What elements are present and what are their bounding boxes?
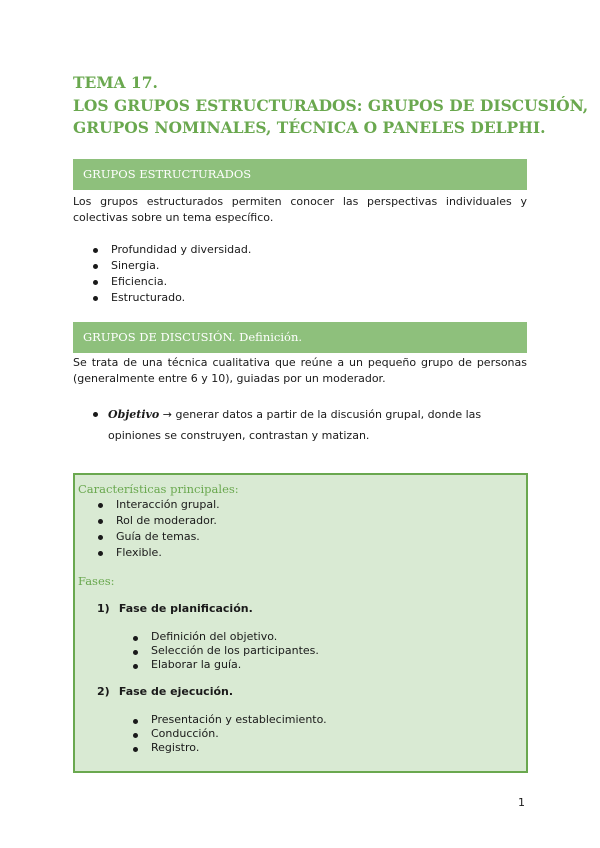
list-item: Sinergia. bbox=[91, 258, 251, 274]
phase-1-label: Fase de planificación. bbox=[118, 602, 253, 615]
title-line-3: GRUPOS NOMINALES, TÉCNICA O PANELES DELPHI. bbox=[73, 118, 546, 137]
title-line-2: LOS GRUPOS ESTRUCTURADOS: GRUPOS DE DISCUSIÓN, bbox=[73, 95, 589, 115]
objective-item bbox=[91, 404, 527, 446]
list-item: Profundidad y diversidad. bbox=[91, 242, 251, 258]
characteristics-heading: Características principales: bbox=[78, 482, 239, 496]
section1-paragraph: Los grupos estructurados permiten conocer las perspectivas individuales y colectivas sobre un tema específico. bbox=[73, 195, 527, 224]
list-item: Selección de los participantes. bbox=[131, 644, 319, 658]
document-title bbox=[73, 72, 589, 140]
summary-box bbox=[73, 473, 528, 773]
list-item: Estructurado. bbox=[91, 290, 251, 306]
phase-2-title bbox=[97, 685, 233, 698]
phase-2-number: 2) bbox=[97, 685, 110, 698]
list-item: Flexible. bbox=[96, 545, 220, 561]
list-item: Eficiencia. bbox=[91, 274, 251, 290]
section2-paragraph: Se trata de una técnica cualitativa que reúne a un pequeño grupo de personas (generalmente entre 6 y 10), guiadas por un moderador. bbox=[73, 356, 527, 385]
bullet-dot bbox=[93, 412, 98, 417]
phase-1-list bbox=[131, 630, 319, 672]
list-item: Elaborar la guía. bbox=[131, 658, 319, 672]
list-item: Conducción. bbox=[131, 727, 327, 741]
section-heading-grupos-discusion: GRUPOS DE DISCUSIÓN. Definición. bbox=[73, 322, 527, 353]
phase-2-list bbox=[131, 713, 327, 755]
title-line-1: TEMA 17. bbox=[73, 73, 158, 92]
page-number: 1 bbox=[518, 796, 525, 809]
objective-text: → generar datos a partir de la discusión grupal, donde las opiniones se construyen, contrastan y matizan. bbox=[108, 408, 482, 442]
list-item: Definición del objetivo. bbox=[131, 630, 319, 644]
phase-2-label: Fase de ejecución. bbox=[118, 685, 234, 698]
list-item: Presentación y establecimiento. bbox=[131, 713, 327, 727]
phase-1-number: 1) bbox=[97, 602, 110, 615]
list-item: Rol de moderador. bbox=[96, 513, 220, 529]
characteristics-list bbox=[96, 497, 220, 561]
list-item: Interacción grupal. bbox=[96, 497, 220, 513]
list-item: Registro. bbox=[131, 741, 327, 755]
section1-bullet-list bbox=[91, 242, 251, 306]
list-item: Guía de temas. bbox=[96, 529, 220, 545]
objective-label: Objetivo bbox=[108, 408, 160, 421]
phases-heading: Fases: bbox=[78, 574, 115, 588]
section-heading-grupos-estructurados: GRUPOS ESTRUCTURADOS bbox=[73, 159, 527, 190]
phase-1-title bbox=[97, 602, 253, 615]
